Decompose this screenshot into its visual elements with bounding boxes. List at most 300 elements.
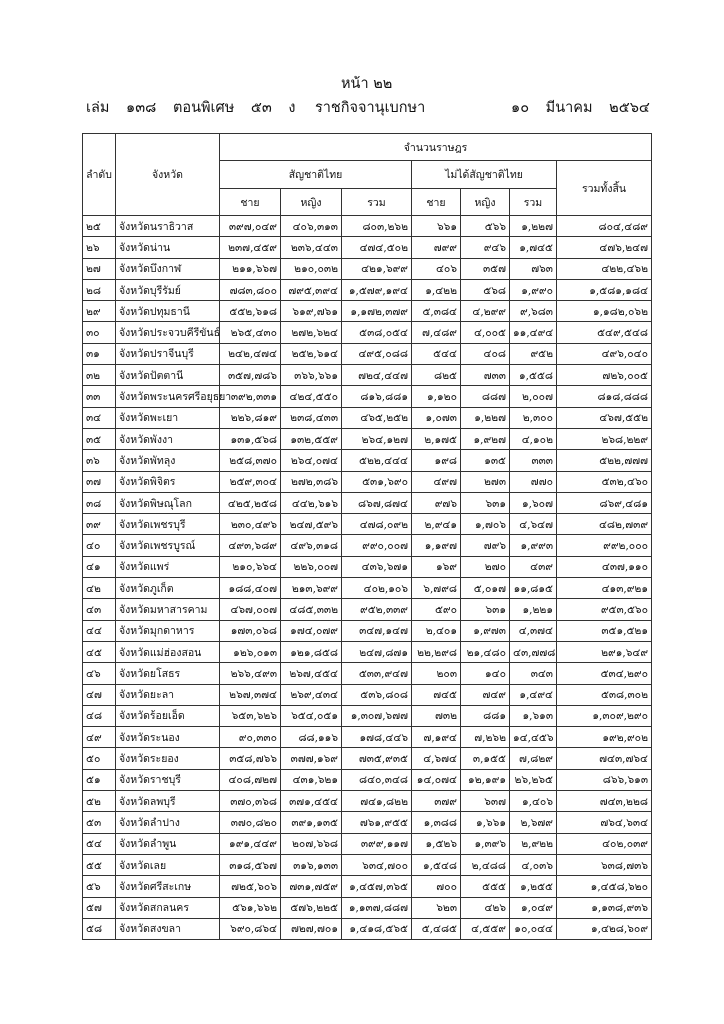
header-nonthai-male: ชาย — [412, 189, 461, 216]
cell-nonthai-male: ๒๒,๒๙๘ — [412, 641, 461, 662]
cell-thai-total: ๓๙๙,๑๑๗ — [342, 833, 412, 854]
table-row — [83, 556, 652, 577]
cell-nonthai-total: ๓๔๓ — [510, 663, 557, 684]
cell-order: ๕๗ — [83, 897, 116, 918]
cell-order: ๓๗ — [83, 471, 116, 492]
cell-nonthai-female: ๖๓๗ — [461, 791, 510, 812]
cell-thai-male: ๓๙๗,๐๔๙ — [220, 216, 281, 237]
cell-nonthai-male: ๖,๗๙๘ — [412, 578, 461, 599]
cell-nonthai-female: ๗๔๙ — [461, 684, 510, 705]
cell-nonthai-female: ๘๘๗ — [461, 386, 510, 407]
table-row — [83, 854, 652, 875]
cell-nonthai-total: ๗๗๐ — [510, 471, 557, 492]
cell-nonthai-total: ๒,๓๐๐ — [510, 407, 557, 428]
cell-grand-total: ๔๙๖,๐๔๐ — [557, 343, 652, 364]
table-body — [83, 216, 652, 940]
cell-order: ๔๐ — [83, 535, 116, 556]
cell-grand-total: ๗๔๓,๒๒๘ — [557, 791, 652, 812]
page-number: ๒๒ — [373, 76, 393, 92]
cell-nonthai-male: ๑๔,๐๗๔ — [412, 769, 461, 790]
cell-thai-female: ๒๖๙,๔๓๔ — [281, 684, 342, 705]
cell-nonthai-female: ๑๓๕ — [461, 450, 510, 471]
cell-nonthai-total: ๔๓,๗๗๘ — [510, 641, 557, 662]
cell-nonthai-male: ๑,๕๔๘ — [412, 854, 461, 875]
cell-thai-total: ๔๗๘,๐๙๒ — [342, 514, 412, 535]
cell-order: ๕๔ — [83, 833, 116, 854]
cell-nonthai-total: ๔๓๙ — [510, 556, 557, 577]
cell-nonthai-female: ๕,๐๑๗ — [461, 578, 510, 599]
table-row — [83, 876, 652, 897]
header-thai-total: รวม — [342, 189, 412, 216]
cell-thai-female: ๖๑๙,๗๖๑ — [281, 301, 342, 322]
cell-province: จังหวัดศรีสะเกษ — [116, 876, 220, 897]
table-row — [83, 301, 652, 322]
cell-nonthai-total: ๑๑,๔๙๔ — [510, 322, 557, 343]
cell-order: ๔๖ — [83, 663, 116, 684]
header-thai-nationality: สัญชาติไทย — [220, 161, 412, 189]
table-row — [83, 727, 652, 748]
cell-nonthai-male: ๙๗๖ — [412, 492, 461, 513]
cell-thai-female: ๑๒๑,๘๕๘ — [281, 641, 342, 662]
cell-province: จังหวัดมหาสารคาม — [116, 599, 220, 620]
cell-thai-total: ๑,๓๐๗,๖๗๗ — [342, 705, 412, 726]
cell-nonthai-male: ๒,๙๔๑ — [412, 514, 461, 535]
cell-thai-total: ๕๓๘,๐๕๔ — [342, 322, 412, 343]
cell-nonthai-male: ๒๐๓ — [412, 663, 461, 684]
cell-thai-male: ๔๒๕,๒๕๘ — [220, 492, 281, 513]
cell-thai-male: ๖๕๓,๖๒๖ — [220, 705, 281, 726]
cell-grand-total: ๖๓๘,๗๓๖ — [557, 854, 652, 875]
cell-grand-total: ๙๙๒,๐๐๐ — [557, 535, 652, 556]
cell-province: จังหวัดเพชรบูรณ์ — [116, 535, 220, 556]
table-row — [83, 492, 652, 513]
cell-grand-total: ๕๓๘,๓๐๒ — [557, 684, 652, 705]
cell-thai-female: ๓๖๖,๖๖๑ — [281, 365, 342, 386]
cell-thai-total: ๒๔๗,๘๗๑ — [342, 641, 412, 662]
cell-nonthai-male: ๔๐๖ — [412, 258, 461, 279]
cell-order: ๒๙ — [83, 301, 116, 322]
header-nonthai-total: รวม — [510, 189, 557, 216]
cell-thai-male: ๔๙๓,๖๘๙ — [220, 535, 281, 556]
table-row — [83, 386, 652, 407]
cell-thai-male: ๒๓๐,๔๙๖ — [220, 514, 281, 535]
cell-nonthai-total: ๑,๖๑๓ — [510, 705, 557, 726]
cell-thai-female: ๗๙๕,๓๙๔ — [281, 279, 342, 300]
cell-grand-total: ๗๔๓,๗๖๔ — [557, 748, 652, 769]
cell-order: ๒๘ — [83, 279, 116, 300]
cell-thai-total: ๙๕๒,๓๓๙ — [342, 599, 412, 620]
page-label: หน้า — [341, 76, 369, 92]
cell-order: ๓๒ — [83, 365, 116, 386]
cell-thai-female: ๒๗๒,๖๒๔ — [281, 322, 342, 343]
cell-thai-male: ๔๖๗,๐๐๗ — [220, 599, 281, 620]
cell-thai-male: ๕๖๑,๖๖๒ — [220, 897, 281, 918]
cell-thai-total: ๕๓๖,๘๐๘ — [342, 684, 412, 705]
cell-nonthai-total: ๑,๒๒๑ — [510, 599, 557, 620]
cell-province: จังหวัดเพชรบุรี — [116, 514, 220, 535]
cell-nonthai-female: ๔,๒๙๙ — [461, 301, 510, 322]
cell-nonthai-male: ๑,๓๘๘ — [412, 812, 461, 833]
header-province: จังหวัด — [116, 134, 220, 216]
cell-thai-total: ๒๖๔,๑๒๗ — [342, 428, 412, 449]
header-grand-total: รวมทั้งสิ้น — [557, 161, 652, 216]
header-population: จำนวนราษฎร — [220, 134, 652, 161]
cell-nonthai-total: ๔,๐๓๖ — [510, 854, 557, 875]
cell-grand-total: ๑,๑๘๒,๐๖๒ — [557, 301, 652, 322]
cell-thai-male: ๒๖๕,๔๓๐ — [220, 322, 281, 343]
cell-nonthai-female: ๖๓๑ — [461, 599, 510, 620]
cell-thai-total: ๗๒๔,๔๔๗ — [342, 365, 412, 386]
cell-order: ๔๔ — [83, 620, 116, 641]
cell-nonthai-total: ๑,๖๐๗ — [510, 492, 557, 513]
cell-grand-total: ๘๖๙,๔๘๑ — [557, 492, 652, 513]
volume-number: ๑๓๘ — [126, 100, 157, 116]
cell-nonthai-male: ๖๒๓ — [412, 897, 461, 918]
cell-thai-total: ๑,๑๓๗,๘๘๗ — [342, 897, 412, 918]
cell-thai-male: ๒๔๒,๔๗๔ — [220, 343, 281, 364]
cell-nonthai-total: ๑,๙๙๐ — [510, 279, 557, 300]
cell-nonthai-male: ๗๔๕ — [412, 684, 461, 705]
cell-nonthai-female: ๔,๕๕๙ — [461, 918, 510, 939]
cell-thai-male: ๗๘๓,๘๐๐ — [220, 279, 281, 300]
cell-thai-total: ๗๓๕,๙๓๕ — [342, 748, 412, 769]
cell-thai-female: ๒๓๖,๔๔๓ — [281, 237, 342, 258]
cell-thai-total: ๘๑๖,๘๘๑ — [342, 386, 412, 407]
cell-nonthai-female: ๑,๗๐๖ — [461, 514, 510, 535]
header-thai-male: ชาย — [220, 189, 281, 216]
cell-thai-female: ๒๕๒,๖๑๔ — [281, 343, 342, 364]
cell-grand-total: ๒๙๑,๖๔๙ — [557, 641, 652, 662]
cell-province: จังหวัดร้อยเอ็ด — [116, 705, 220, 726]
cell-nonthai-total: ๗๖๓ — [510, 258, 557, 279]
cell-province: จังหวัดลำปาง — [116, 812, 220, 833]
cell-thai-female: ๓๑๖,๑๓๓ — [281, 854, 342, 875]
cell-province: จังหวัดยะลา — [116, 684, 220, 705]
cell-grand-total: ๒๖๘,๒๒๙ — [557, 428, 652, 449]
cell-order: ๕๒ — [83, 791, 116, 812]
cell-order: ๔๒ — [83, 578, 116, 599]
table-row — [83, 237, 652, 258]
cell-thai-total: ๔๐๒,๑๐๖ — [342, 578, 412, 599]
cell-thai-total: ๗๔๑,๘๒๒ — [342, 791, 412, 812]
cell-thai-total: ๑๗๘,๔๔๖ — [342, 727, 412, 748]
cell-nonthai-male: ๕,๔๘๕ — [412, 918, 461, 939]
cell-thai-female: ๒๓๘,๔๓๓ — [281, 407, 342, 428]
cell-grand-total: ๔๐๒,๐๓๙ — [557, 833, 652, 854]
cell-order: ๓๑ — [83, 343, 116, 364]
cell-nonthai-total: ๑,๕๕๘ — [510, 365, 557, 386]
cell-province: จังหวัดแพร่ — [116, 556, 220, 577]
cell-grand-total: ๔๑๓,๙๒๑ — [557, 578, 652, 599]
table-row — [83, 258, 652, 279]
cell-grand-total: ๔๒๒,๔๖๒ — [557, 258, 652, 279]
cell-thai-total: ๙๙๐,๐๐๗ — [342, 535, 412, 556]
table-row — [83, 833, 652, 854]
cell-grand-total: ๙๕๓,๕๖๐ — [557, 599, 652, 620]
cell-grand-total: ๑,๓๐๙,๒๙๐ — [557, 705, 652, 726]
cell-province: จังหวัดบุรีรัมย์ — [116, 279, 220, 300]
cell-nonthai-male: ๑๙๘ — [412, 450, 461, 471]
cell-order: ๒๖ — [83, 237, 116, 258]
cell-grand-total: ๘๐๔,๔๘๙ — [557, 216, 652, 237]
cell-nonthai-male: ๖๖๑ — [412, 216, 461, 237]
cell-nonthai-male: ๗๙๙ — [412, 237, 461, 258]
cell-nonthai-total: ๔,๑๐๒ — [510, 428, 557, 449]
cell-thai-male: ๒๕๘,๓๗๐ — [220, 450, 281, 471]
table-row — [83, 535, 652, 556]
cell-grand-total: ๘๑๘,๘๘๘ — [557, 386, 652, 407]
cell-grand-total: ๔๗๖,๒๔๗ — [557, 237, 652, 258]
cell-order: ๕๐ — [83, 748, 116, 769]
cell-province: จังหวัดพังงา — [116, 428, 220, 449]
table-row — [83, 322, 652, 343]
cell-thai-female: ๑๓๒,๕๕๙ — [281, 428, 342, 449]
cell-thai-female: ๒๖๗,๔๕๔ — [281, 663, 342, 684]
volume-label: เล่ม — [86, 100, 110, 116]
cell-nonthai-female: ๗,๒๖๒ — [461, 727, 510, 748]
cell-order: ๔๑ — [83, 556, 116, 577]
cell-order: ๕๑ — [83, 769, 116, 790]
cell-thai-male: ๒๒๖,๘๑๙ — [220, 407, 281, 428]
cell-grand-total: ๔๘๒,๗๓๙ — [557, 514, 652, 535]
cell-grand-total: ๑,๔๒๘,๖๐๙ — [557, 918, 652, 939]
cell-nonthai-female: ๔๐๘ — [461, 343, 510, 364]
cell-order: ๓๘ — [83, 492, 116, 513]
cell-thai-female: ๔๒๔,๕๕๐ — [281, 386, 342, 407]
cell-order: ๓๐ — [83, 322, 116, 343]
cell-nonthai-female: ๑๒,๑๙๑ — [461, 769, 510, 790]
cell-order: ๔๓ — [83, 599, 116, 620]
cell-nonthai-female: ๘๘๑ — [461, 705, 510, 726]
cell-thai-total: ๑,๔๑๘,๕๖๕ — [342, 918, 412, 939]
cell-nonthai-male: ๗๐๐ — [412, 876, 461, 897]
table-row — [83, 471, 652, 492]
page-number-line — [341, 72, 392, 95]
date-month: มีนาคม — [545, 100, 593, 116]
cell-grand-total: ๑,๕๘๑,๑๘๔ — [557, 279, 652, 300]
table-row — [83, 897, 652, 918]
cell-thai-male: ๓๗๐,๘๒๐ — [220, 812, 281, 833]
table-row — [83, 748, 652, 769]
cell-nonthai-total: ๒,๐๐๗ — [510, 386, 557, 407]
table-row — [83, 812, 652, 833]
cell-thai-total: ๕๓๑,๖๙๐ — [342, 471, 412, 492]
cell-nonthai-total: ๑,๐๔๙ — [510, 897, 557, 918]
cell-thai-total: ๓๔๗,๑๔๗ — [342, 620, 412, 641]
cell-thai-total: ๑,๕๗๙,๑๙๔ — [342, 279, 412, 300]
cell-thai-female: ๓๗๗,๑๖๙ — [281, 748, 342, 769]
cell-thai-male: ๓๙๒,๓๓๑ — [220, 386, 281, 407]
cell-thai-total: ๑,๔๕๗,๓๖๕ — [342, 876, 412, 897]
cell-thai-female: ๒๖๔,๐๗๔ — [281, 450, 342, 471]
cell-thai-female: ๒๔๗,๕๙๖ — [281, 514, 342, 535]
volume-line — [86, 96, 295, 119]
cell-province: จังหวัดน่าน — [116, 237, 220, 258]
cell-nonthai-total: ๑,๒๒๗ — [510, 216, 557, 237]
cell-thai-male: ๗๒๕,๖๐๖ — [220, 876, 281, 897]
header-nonthai-female: หญิง — [461, 189, 510, 216]
cell-thai-total: ๕๓๓,๙๔๗ — [342, 663, 412, 684]
cell-thai-female: ๔๓๑,๖๒๑ — [281, 769, 342, 790]
cell-nonthai-male: ๕๔๔ — [412, 343, 461, 364]
cell-order: ๔๘ — [83, 705, 116, 726]
header-non-thai-nationality: ไม่ได้สัญชาติไทย — [412, 161, 557, 189]
table-row — [83, 365, 652, 386]
cell-nonthai-male: ๘๒๕ — [412, 365, 461, 386]
cell-thai-female: ๔๘๕,๓๓๒ — [281, 599, 342, 620]
cell-thai-male: ๒๖๖,๔๙๓ — [220, 663, 281, 684]
cell-thai-total: ๔๓๖,๖๗๑ — [342, 556, 412, 577]
cell-thai-female: ๕๗๖,๒๒๕ — [281, 897, 342, 918]
cell-thai-female: ๔๔๒,๖๑๖ — [281, 492, 342, 513]
cell-order: ๓๙ — [83, 514, 116, 535]
cell-grand-total: ๑๙๒,๙๐๒ — [557, 727, 652, 748]
cell-nonthai-total: ๑,๒๕๕ — [510, 876, 557, 897]
cell-nonthai-female: ๕๖๘ — [461, 279, 510, 300]
cell-nonthai-female: ๒๗๓ — [461, 471, 510, 492]
header-order: ลำดับ — [83, 134, 116, 216]
cell-grand-total: ๕๓๒,๔๖๐ — [557, 471, 652, 492]
cell-nonthai-female: ๑,๓๙๖ — [461, 833, 510, 854]
cell-nonthai-male: ๑,๔๒๒ — [412, 279, 461, 300]
cell-nonthai-male: ๔๙๗ — [412, 471, 461, 492]
table-row — [83, 620, 652, 641]
cell-order: ๕๖ — [83, 876, 116, 897]
cell-thai-female: ๗๒๗,๗๐๑ — [281, 918, 342, 939]
cell-order: ๕๘ — [83, 918, 116, 939]
table-row — [83, 599, 652, 620]
cell-nonthai-female: ๙๔๖ — [461, 237, 510, 258]
cell-nonthai-total: ๒,๙๒๒ — [510, 833, 557, 854]
cell-thai-female: ๒๗๒,๓๘๖ — [281, 471, 342, 492]
cell-thai-male: ๖๙๐,๘๖๔ — [220, 918, 281, 939]
table-row — [83, 684, 652, 705]
cell-nonthai-female: ๒,๔๘๘ — [461, 854, 510, 875]
cell-thai-male: ๑๘๘,๔๐๗ — [220, 578, 281, 599]
cell-nonthai-male: ๒,๔๐๑ — [412, 620, 461, 641]
cell-province: จังหวัดประจวบคีรีขันธ์ — [116, 322, 220, 343]
cell-thai-male: ๔๐๘,๗๒๗ — [220, 769, 281, 790]
cell-province: จังหวัดลำพูน — [116, 833, 220, 854]
cell-thai-female: ๔๙๖,๓๑๘ — [281, 535, 342, 556]
table-row — [83, 343, 652, 364]
cell-nonthai-female: ๑,๙๗๓ — [461, 620, 510, 641]
cell-nonthai-total: ๗,๘๒๙ — [510, 748, 557, 769]
cell-nonthai-female: ๕๕๕ — [461, 876, 510, 897]
cell-nonthai-female: ๑,๒๒๗ — [461, 407, 510, 428]
cell-thai-male: ๒๖๗,๓๗๔ — [220, 684, 281, 705]
cell-order: ๕๓ — [83, 812, 116, 833]
table-row — [83, 407, 652, 428]
cell-thai-male: ๑๓๑,๕๖๘ — [220, 428, 281, 449]
cell-thai-total: ๔๙๕,๐๘๘ — [342, 343, 412, 364]
cell-province: จังหวัดแม่ฮ่องสอน — [116, 641, 220, 662]
cell-nonthai-male: ๒,๑๗๕ — [412, 428, 461, 449]
table-row — [83, 578, 652, 599]
cell-grand-total: ๓๕๑,๕๒๑ — [557, 620, 652, 641]
cell-nonthai-female: ๔,๐๐๕ — [461, 322, 510, 343]
cell-thai-total: ๗๖๑,๙๕๕ — [342, 812, 412, 833]
cell-thai-female: ๘๘,๑๑๖ — [281, 727, 342, 748]
cell-thai-male: ๒๕๙,๓๐๔ — [220, 471, 281, 492]
cell-nonthai-total: ๑,๔๙๔ — [510, 684, 557, 705]
cell-thai-female: ๔๐๖,๓๑๓ — [281, 216, 342, 237]
cell-province: จังหวัดพิจิตร — [116, 471, 220, 492]
cell-nonthai-male: ๑๖๙ — [412, 556, 461, 577]
cell-province: จังหวัดปัตตานี — [116, 365, 220, 386]
cell-thai-total: ๔๒๑,๖๙๙ — [342, 258, 412, 279]
cell-province: จังหวัดพระนครศรีอยุธยา — [116, 386, 220, 407]
table-row — [83, 428, 652, 449]
cell-nonthai-female: ๑,๖๖๑ — [461, 812, 510, 833]
table-row — [83, 663, 652, 684]
cell-province: จังหวัดภูเก็ต — [116, 578, 220, 599]
cell-nonthai-total: ๑๑,๘๑๕ — [510, 578, 557, 599]
publication-date — [511, 96, 650, 119]
cell-nonthai-male: ๗,๔๘๙ — [412, 322, 461, 343]
cell-thai-total: ๖๓๔,๗๐๐ — [342, 854, 412, 875]
cell-nonthai-male: ๕,๓๘๔ — [412, 301, 461, 322]
journal-title: ราชกิจจานุเบกษา — [315, 100, 426, 116]
cell-nonthai-female: ๓๕๗ — [461, 258, 510, 279]
cell-nonthai-total: ๙,๖๘๓ — [510, 301, 557, 322]
table-row — [83, 514, 652, 535]
cell-thai-total: ๕๒๒,๔๔๔ — [342, 450, 412, 471]
cell-grand-total: ๕๔๙,๕๔๘ — [557, 322, 652, 343]
cell-nonthai-total: ๒,๖๗๙ — [510, 812, 557, 833]
cell-thai-male: ๓๕๘,๗๖๖ — [220, 748, 281, 769]
cell-nonthai-total: ๔,๖๔๗ — [510, 514, 557, 535]
cell-nonthai-total: ๑๐,๐๔๔ — [510, 918, 557, 939]
cell-order: ๓๔ — [83, 407, 116, 428]
table-row — [83, 705, 652, 726]
cell-nonthai-total: ๔,๓๗๔ — [510, 620, 557, 641]
cell-thai-female: ๒๐๗,๖๖๘ — [281, 833, 342, 854]
cell-nonthai-female: ๖๓๑ — [461, 492, 510, 513]
cell-grand-total: ๔๖๗,๕๕๒ — [557, 407, 652, 428]
table-row — [83, 279, 652, 300]
cell-thai-female: ๓๙๑,๑๓๕ — [281, 812, 342, 833]
cell-grand-total: ๑,๔๕๘,๖๒๐ — [557, 876, 652, 897]
cell-thai-male: ๓๕๗,๗๘๖ — [220, 365, 281, 386]
table-row — [83, 216, 652, 237]
cell-thai-male: ๙๐,๓๓๐ — [220, 727, 281, 748]
cell-province: จังหวัดปทุมธานี — [116, 301, 220, 322]
table-row — [83, 641, 652, 662]
cell-province: จังหวัดระยอง — [116, 748, 220, 769]
cell-nonthai-male: ๔,๖๗๔ — [412, 748, 461, 769]
cell-nonthai-male: ๑,๐๗๓ — [412, 407, 461, 428]
cell-grand-total: ๔๓๗,๑๑๐ — [557, 556, 652, 577]
cell-thai-male: ๕๕๒,๖๑๘ — [220, 301, 281, 322]
cell-nonthai-male: ๑,๑๙๗ — [412, 535, 461, 556]
table-row — [83, 791, 652, 812]
date-year: ๒๕๖๔ — [609, 100, 650, 116]
cell-nonthai-male: ๑,๕๒๖ — [412, 833, 461, 854]
cell-nonthai-female: ๕๖๖ — [461, 216, 510, 237]
cell-thai-male: ๒๑๐,๖๖๔ — [220, 556, 281, 577]
cell-province: จังหวัดบึงกาฬ — [116, 258, 220, 279]
cell-province: จังหวัดสกลนคร — [116, 897, 220, 918]
cell-order: ๕๕ — [83, 854, 116, 875]
cell-province: จังหวัดพัทลุง — [116, 450, 220, 471]
cell-order: ๒๕ — [83, 216, 116, 237]
cell-thai-female: ๓๗๑,๔๕๔ — [281, 791, 342, 812]
cell-province: จังหวัดเลย — [116, 854, 220, 875]
cell-nonthai-female: ๒๑,๔๘๐ — [461, 641, 510, 662]
cell-order: ๓๓ — [83, 386, 116, 407]
cell-nonthai-female: ๒๗๐ — [461, 556, 510, 577]
